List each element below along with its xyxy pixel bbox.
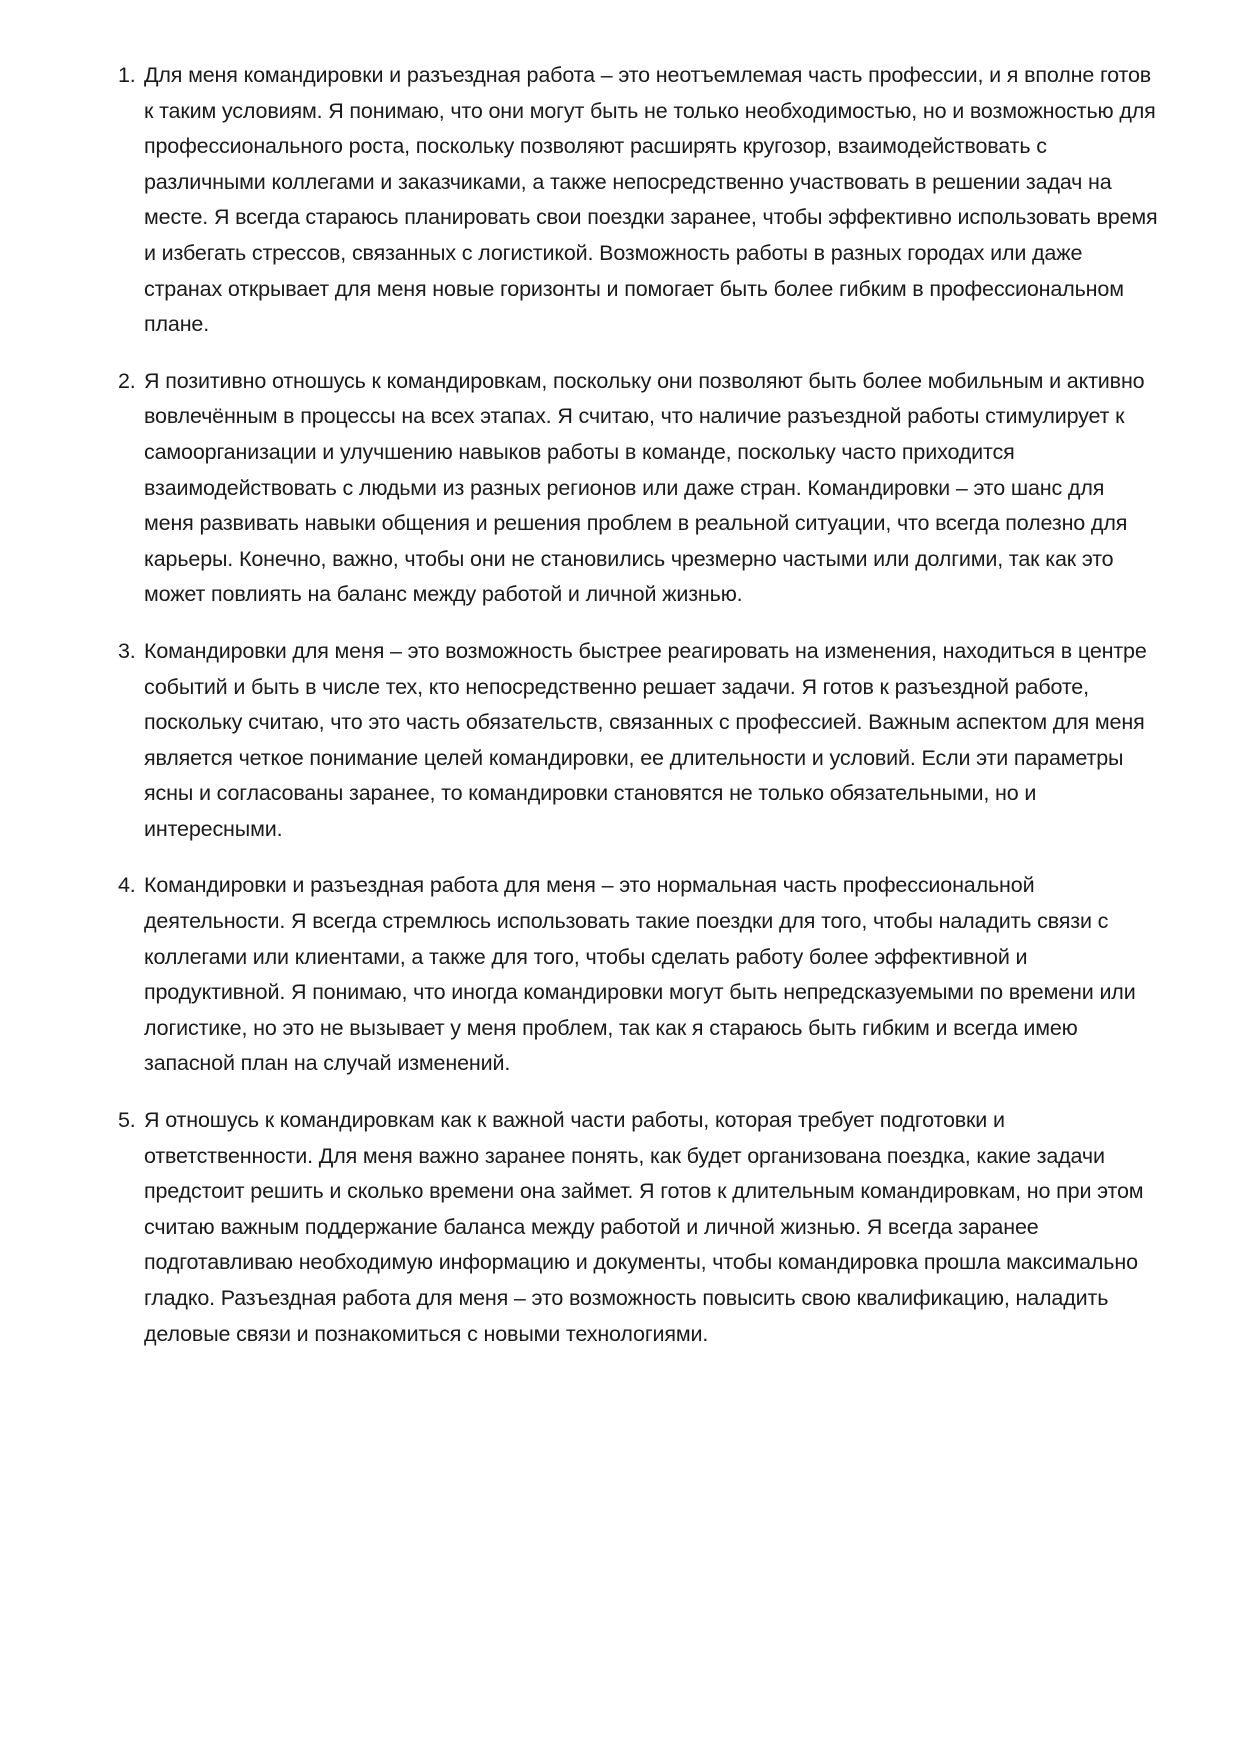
list-item-text: Командировки и разъездная работа для меня – это нормальная часть профессиональной деятельности. Я всегда стремлюсь использовать такие поездки для того, чтобы наладить связи с коллегами или клиентами, а также для того, чтобы сделать работу более эффективной и продуктивной. Я понимаю, что иногда командировки могут быть непредсказуемыми по времени или логистике, но это не вызывает у меня проблем, так как я стараюсь быть гибким и всегда имею запасной план на случай изменений. (144, 873, 1136, 1076)
list-item-number: 1. (118, 63, 136, 87)
list-item-number: 3. (118, 638, 136, 663)
list-item-text: Для меня командировки и разъездная работа – это неотъемлемая часть профессии, и я вполне готов к таким условиям. Я понимаю, что они могут быть не только необходимостью, но и возможностью для профессионального роста, поскольку позволяют расширять кругозор, взаимодействовать с различными коллегами и заказчиками, а также непосредственно участвовать в решении задач на месте. Я всегда стараюсь планировать свои поездки заранее, чтобы эффективно использовать время и избегать стрессов, связанных с логистикой. Возможность работы в разных городах или даже странах открывает для меня новые горизонты и помогает быть более гибким в профессиональном плане. (144, 63, 1158, 337)
list-item-number: 4. (118, 873, 136, 898)
list-item (118, 1103, 1158, 1352)
list-item (118, 58, 1158, 343)
list-item-text: Я позитивно отношусь к командировкам, поскольку они позволяют быть более мобильным и активно вовлечённым в процессы на всех этапах. Я считаю, что наличие разъездной работы стимулирует к самоорганизации и улучшению навыков работы в команде, поскольку часто приходится взаимодействовать с людьми из разных регионов или даже стран. Командировки – это шанс для меня развивать навыки общения и решения проблем в реальной ситуации, что всегда полезно для карьеры. Конечно, важно, чтобы они не становились чрезмерно частыми или долгими, так как это может повлиять на баланс между работой и личной жизнью. (144, 368, 1145, 607)
list-item (118, 364, 1158, 613)
list-item-number: 2. (118, 368, 136, 393)
list-item-number: 5. (118, 1108, 136, 1133)
list-item-text: Я отношусь к командировкам как к важной части работы, которая требует подготовки и ответственности. Для меня важно заранее понять, как будет организована поездка, какие задачи предстоит решить и сколько времени она займет. Я готов к длительным командировкам, но при этом считаю важным поддержание баланса между работой и личной жизнью. Я всегда заранее подготавливаю необходимую информацию и документы, чтобы командировка прошла максимально гладко. Разъездная работа для меня – это возможность повысить свою квалификацию, наладить деловые связи и познакомиться с новыми технологиями. (144, 1108, 1144, 1346)
answers-list (118, 58, 1158, 1373)
list-item (118, 868, 1158, 1082)
list-item-text: Командировки для меня – это возможность быстрее реагировать на изменения, находиться в центре событий и быть в числе тех, кто непосредственно решает задачи. Я готов к разъездной работе, поскольку считаю, что это часть обязательств, связанных с профессией. Важным аспектом для меня является четкое понимание целей командировки, ее длительности и условий. Если эти параметры ясны и согласованы заранее, то командировки становятся не только обязательными, но и интересными. (144, 638, 1147, 841)
list-item (118, 634, 1158, 848)
